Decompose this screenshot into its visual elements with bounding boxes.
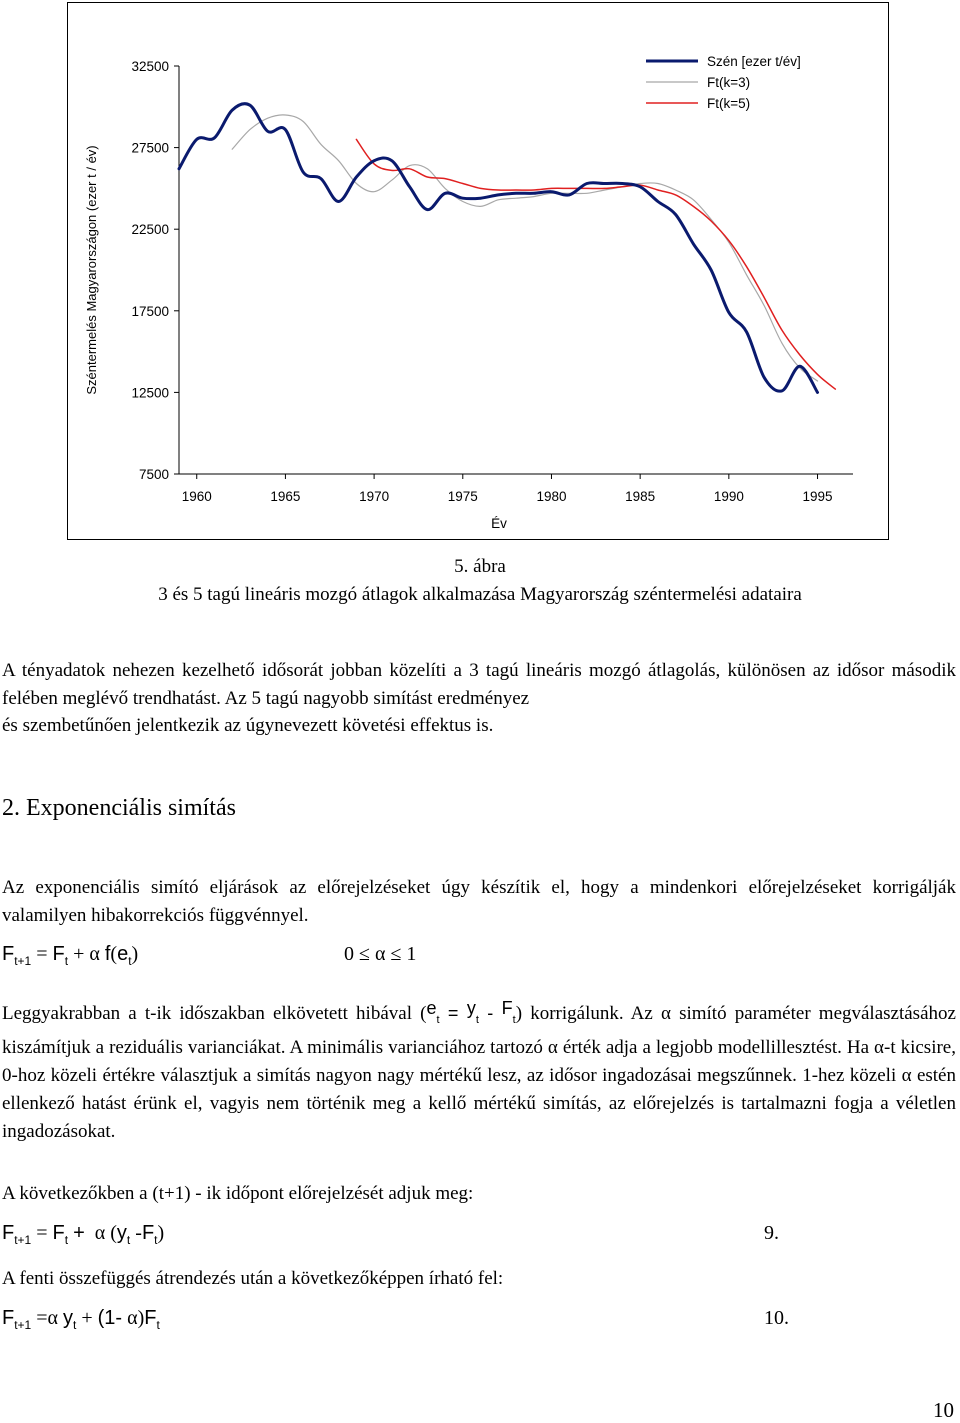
series-line-2 [356, 139, 835, 389]
eq-subscript: t [73, 1318, 77, 1332]
eq-symbol: = [36, 1222, 48, 1244]
y-tick-label: 27500 [131, 140, 169, 156]
eq-symbol: F [2, 943, 15, 965]
paragraph-alpha [2, 999, 956, 1146]
x-tick-label: 1985 [625, 489, 656, 504]
eq-subscript: t [512, 1014, 516, 1026]
eq-symbol: e [117, 943, 129, 965]
equation-number: 9. [764, 1222, 779, 1244]
figure-number: 5. ábra [454, 556, 506, 577]
paragraph-text: ) korrigálunk. Az α simító paraméter megválasztásához kiszámítjuk a reziduális varianciákat. A minimális varianciához tartozó α érték adja a legjobb modellillesztést. Ha α-t kicsire, 0-hoz közeli értékre választjuk a simítás nagyon nagy mértékű lesz, az idősor ingadozásai megszűnnek. 1-hez közeli α estén ellenkező hatást érünk el, vagyis nem történik meg a kellő mértékű simítás, az előrejelzés is tartalmazni fogja a véletlen ingadozásokat. [2, 1003, 956, 1142]
eq-symbol: y [116, 1222, 127, 1244]
figure-caption: 3 és 5 tagú lineáris mozgó átlagok alkalmazása Magyarország széntermelési adataira [158, 584, 802, 605]
chart-series [179, 104, 835, 393]
eq-symbol: y [466, 998, 476, 1018]
eq-subscript: t [475, 1014, 479, 1026]
paragraph-exponential-intro: Az exponenciális simító eljárások az előrejelzéseket úgy készítik el, hogy a mindenkori előrejelzéseket korrigálják valamilyen hibakorrekciós függvénnyel. [2, 877, 956, 926]
eq-symbol: F [501, 998, 513, 1018]
eq-symbol: + [73, 1222, 85, 1244]
paragraph-forecast-intro: A következőkben a (t+1) - ik időpont előrejelzését adjuk meg: [2, 1183, 474, 1204]
equation-9 [2, 1222, 164, 1247]
x-tick-label: 1980 [536, 489, 567, 504]
equation-number: 10. [764, 1307, 789, 1329]
equation-10 [2, 1307, 160, 1332]
eq-symbol: f [104, 943, 111, 965]
eq-symbol: + [81, 1307, 93, 1329]
x-tick-label: 1960 [181, 489, 212, 504]
eq-symbol: (1- [97, 1307, 123, 1329]
y-tick-label: 22500 [131, 222, 169, 238]
eq-symbol: α [94, 1222, 106, 1244]
paragraph-line: A tényadatok nehezen kezelhető idősorát jobban közelíti a 3 tagú lineáris mozgó átlagolás, különösen az idősor második felében meglévő trendhatást. Az 5 tagú nagyobb simítást eredményez [2, 660, 956, 709]
eq-subscript: t+1 [14, 1318, 32, 1332]
eq-symbol: F [52, 943, 65, 965]
eq-symbol: ) [137, 1307, 145, 1329]
eq-symbol: α [127, 1307, 138, 1329]
eq-subscript: t+1 [14, 954, 32, 968]
eq-symbol: y [63, 1307, 73, 1329]
x-tick-label: 1990 [713, 489, 744, 504]
series-line-1 [232, 115, 817, 381]
paragraph-rearranged: A fenti összefüggés átrendezés után a következőképpen írható fel: [2, 1268, 504, 1289]
eq-symbol: α [47, 1307, 58, 1329]
eq-symbol: F [144, 1307, 157, 1329]
eq-subscript: t [154, 1233, 158, 1247]
eq-symbol: ) [131, 943, 139, 965]
eq-symbol: - [487, 1003, 494, 1023]
eq-symbol: = [36, 943, 48, 965]
x-tick-label: 1970 [359, 489, 390, 504]
y-tick-label: 12500 [131, 385, 169, 401]
eq-subscript: t [128, 954, 132, 968]
y-tick-labels [131, 59, 179, 482]
eq-subscript: t [436, 1014, 440, 1026]
y-tick-label: 7500 [138, 467, 169, 482]
page-number: 10 [933, 1398, 954, 1422]
series-line-0 [179, 104, 818, 393]
y-tick-label: 32500 [131, 59, 169, 74]
paragraph-text: Leggyakrabban a t-ik időszakban elkövetett hibával ( [2, 1003, 427, 1024]
legend-label: Szén [ezer t/év] [707, 54, 801, 69]
x-axis-label: Év [491, 516, 507, 531]
eq-subscript: t [64, 954, 69, 968]
eq-symbol: e [426, 998, 437, 1018]
eq-symbol: F [52, 1222, 65, 1244]
eq-symbol: = [447, 1003, 459, 1023]
x-tick-label: 1995 [802, 489, 833, 504]
eq-symbol: = [36, 1307, 48, 1329]
chart-frame [67, 2, 889, 540]
legend-label: Ft(k=3) [707, 75, 751, 90]
eq-subscript: t [64, 1233, 69, 1247]
x-tick-label: 1965 [270, 489, 301, 504]
legend-label: Ft(k=5) [707, 96, 751, 111]
eq-subscript: t+1 [14, 1233, 32, 1247]
eq-symbol: ) [157, 1222, 165, 1244]
y-tick-label: 17500 [131, 303, 169, 319]
y-axis-label: Széntermelés Magyarországon (ezer t / év) [84, 145, 99, 395]
eq-symbol: F [2, 1307, 15, 1329]
eq-symbol: ( [110, 943, 118, 965]
eq-symbol: α [89, 943, 100, 965]
x-tick-labels [182, 474, 833, 504]
paragraph-line: és szembetűnően jelentkezik az úgynevezett követési effektus is. [2, 715, 494, 736]
coal-production-chart [68, 3, 890, 541]
eq-symbol: ( [110, 1222, 117, 1244]
eq-symbol: F [141, 1222, 155, 1244]
paragraph-moving-average [2, 657, 956, 740]
equation-exponential [2, 943, 138, 968]
section-heading: 2. Exponenciális simítás [2, 795, 236, 821]
eq-subscript: t [156, 1318, 160, 1332]
alpha-constraint: 0 ≤ α ≤ 1 [344, 943, 417, 965]
eq-symbol: F [2, 1222, 15, 1244]
chart-legend [646, 54, 801, 111]
eq-symbol: + [73, 943, 85, 965]
x-tick-label: 1975 [447, 489, 478, 504]
eq-symbol: - [135, 1222, 142, 1244]
inline-error-equation [426, 998, 516, 1026]
eq-subscript: t [126, 1233, 131, 1247]
